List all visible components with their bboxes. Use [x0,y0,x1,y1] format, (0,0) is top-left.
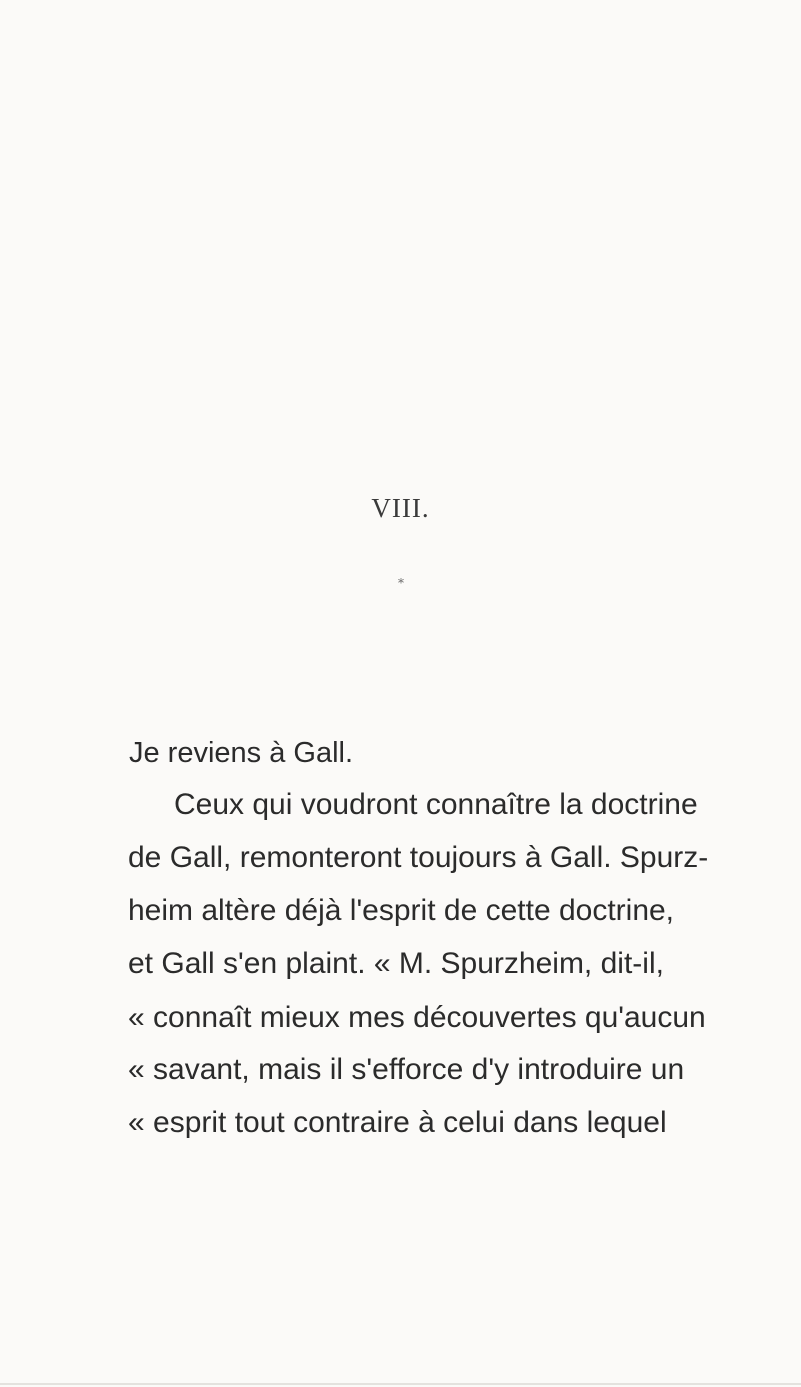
text-line: « esprit tout contraire à celui dans lequel [128,1106,667,1139]
page-edge-rule [0,1383,801,1385]
text-line: « savant, mais il s'efforce d'y introduire un [128,1053,685,1086]
text-line: et Gall s'en plaint. « M. Spurzheim, dit-il, [128,947,664,980]
ornament-asterisk: * [398,576,404,590]
chapter-heading: VIII. [371,493,430,523]
text-line: de Gall, remonteront toujours à Gall. Spurz- [128,841,709,874]
text-line: heim altère déjà l'esprit de cette doctrine, [128,894,675,927]
text-line: Ceux qui voudront connaître la doctrine [174,788,698,821]
paragraph-first-line: Je reviens à Gall. [129,737,354,769]
text-line: « connaît mieux mes découvertes qu'aucun [128,1001,706,1034]
